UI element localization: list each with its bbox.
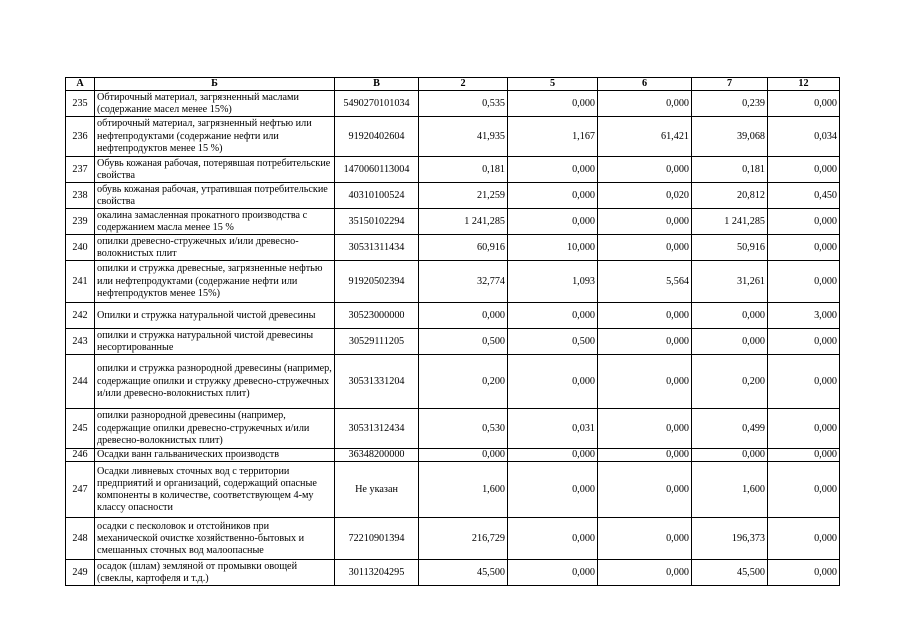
col-header-v: В: [335, 78, 419, 91]
value-col-12: 0,000: [768, 355, 840, 409]
waste-name: осадок (шлам) земляной от промывки овощей (свеклы, картофеля и т.д.): [95, 560, 335, 586]
value-col-2: 0,000: [419, 303, 508, 329]
value-col-6: 0,000: [598, 157, 692, 183]
value-col-12: 3,000: [768, 303, 840, 329]
waste-name: обувь кожаная рабочая, утратившая потребительские свойства: [95, 183, 335, 209]
value-col-6: 0,000: [598, 91, 692, 117]
waste-name: окалина замасленная прокатного производства с содержанием масла менее 15 %: [95, 209, 335, 235]
table-row: [66, 261, 840, 303]
row-number: 247: [66, 462, 95, 518]
waste-code: 5490270101034: [335, 91, 419, 117]
table-row: [66, 209, 840, 235]
row-number: 245: [66, 409, 95, 449]
table-row: [66, 329, 840, 355]
waste-code: 1470060113004: [335, 157, 419, 183]
value-col-12: 0,000: [768, 261, 840, 303]
waste-code: Не указан: [335, 462, 419, 518]
value-col-7: 39,068: [692, 117, 768, 157]
value-col-7: 0,181: [692, 157, 768, 183]
waste-name: Осадки ванн гальванических производств: [95, 449, 335, 462]
value-col-6: 0,000: [598, 209, 692, 235]
table-row: [66, 462, 840, 518]
table-row: [66, 560, 840, 586]
value-col-5: 0,031: [508, 409, 598, 449]
col-header-5: 5: [508, 78, 598, 91]
table-row: [66, 91, 840, 117]
value-col-2: 0,535: [419, 91, 508, 117]
value-col-2: 60,916: [419, 235, 508, 261]
waste-name: опилки и стружка древесные, загрязненные нефтью или нефтепродуктами (содержание нефти или нефтепродуктов менее 15%): [95, 261, 335, 303]
value-col-7: 31,261: [692, 261, 768, 303]
table-row: [66, 449, 840, 462]
value-col-5: 0,000: [508, 183, 598, 209]
value-col-6: 5,564: [598, 261, 692, 303]
waste-code: 91920402604: [335, 117, 419, 157]
table-row: [66, 117, 840, 157]
value-col-6: 0,000: [598, 303, 692, 329]
table-row: [66, 409, 840, 449]
col-header-6: 6: [598, 78, 692, 91]
value-col-6: 0,000: [598, 462, 692, 518]
value-col-5: 10,000: [508, 235, 598, 261]
row-number: 243: [66, 329, 95, 355]
waste-code: 72210901394: [335, 518, 419, 560]
row-number: 239: [66, 209, 95, 235]
waste-name: осадки с песколовок и отстойников при механической очистке хозяйственно-бытовых и смешанных сточных вод малоопасные: [95, 518, 335, 560]
value-col-5: 0,500: [508, 329, 598, 355]
value-col-12: 0,000: [768, 157, 840, 183]
value-col-7: 0,239: [692, 91, 768, 117]
table-row: [66, 235, 840, 261]
row-number: 236: [66, 117, 95, 157]
row-number: 235: [66, 91, 95, 117]
row-number: 242: [66, 303, 95, 329]
value-col-12: 0,000: [768, 449, 840, 462]
waste-code: 30531331204: [335, 355, 419, 409]
value-col-7: 0,200: [692, 355, 768, 409]
value-col-7: 50,916: [692, 235, 768, 261]
waste-table: [65, 77, 840, 586]
table-row: [66, 183, 840, 209]
value-col-2: 32,774: [419, 261, 508, 303]
value-col-5: 0,000: [508, 560, 598, 586]
value-col-12: 0,000: [768, 329, 840, 355]
value-col-2: 21,259: [419, 183, 508, 209]
waste-code: 91920502394: [335, 261, 419, 303]
value-col-12: 0,000: [768, 560, 840, 586]
value-col-2: 0,530: [419, 409, 508, 449]
value-col-5: 0,000: [508, 303, 598, 329]
waste-code: 30529111205: [335, 329, 419, 355]
value-col-12: 0,000: [768, 91, 840, 117]
waste-code: 36348200000: [335, 449, 419, 462]
value-col-6: 0,000: [598, 235, 692, 261]
col-header-7: 7: [692, 78, 768, 91]
waste-name: Обувь кожаная рабочая, потерявшая потребительские свойства: [95, 157, 335, 183]
value-col-5: 0,000: [508, 518, 598, 560]
value-col-5: 0,000: [508, 157, 598, 183]
waste-name: Обтирочный материал, загрязненный маслами (содержание масел менее 15%): [95, 91, 335, 117]
value-col-2: 0,200: [419, 355, 508, 409]
value-col-6: 61,421: [598, 117, 692, 157]
value-col-6: 0,020: [598, 183, 692, 209]
value-col-12: 0,000: [768, 518, 840, 560]
value-col-7: 1,600: [692, 462, 768, 518]
col-header-12: 12: [768, 78, 840, 91]
col-header-b: Б: [95, 78, 335, 91]
value-col-2: 1 241,285: [419, 209, 508, 235]
value-col-5: 0,000: [508, 91, 598, 117]
waste-code: 35150102294: [335, 209, 419, 235]
row-number: 240: [66, 235, 95, 261]
value-col-6: 0,000: [598, 518, 692, 560]
value-col-7: 196,373: [692, 518, 768, 560]
col-header-2: 2: [419, 78, 508, 91]
value-col-2: 45,500: [419, 560, 508, 586]
value-col-2: 0,181: [419, 157, 508, 183]
header-row: [66, 78, 840, 91]
value-col-12: 0,000: [768, 462, 840, 518]
value-col-7: 0,000: [692, 303, 768, 329]
waste-name: Осадки ливневых сточных вод с территории предприятий и организаций, содержащий опасные компоненты в количестве, соответствующем 4-му классу опасности: [95, 462, 335, 518]
waste-name: опилки и стружка разнородной древесины (например, содержащие опилки и стружку древесно-стружечных и/или древесно-волокнистых плит): [95, 355, 335, 409]
waste-name: опилки древесно-стружечных и/или древесно-волокнистых плит: [95, 235, 335, 261]
value-col-12: 0,000: [768, 235, 840, 261]
waste-name: опилки и стружка натуральной чистой древесины несортированные: [95, 329, 335, 355]
waste-name: Опилки и стружка натуральной чистой древесины: [95, 303, 335, 329]
value-col-5: 1,093: [508, 261, 598, 303]
value-col-12: 0,000: [768, 409, 840, 449]
value-col-6: 0,000: [598, 409, 692, 449]
value-col-7: 0,000: [692, 449, 768, 462]
row-number: 241: [66, 261, 95, 303]
value-col-7: 45,500: [692, 560, 768, 586]
value-col-2: 0,500: [419, 329, 508, 355]
waste-code: 30113204295: [335, 560, 419, 586]
waste-code: 40310100524: [335, 183, 419, 209]
value-col-6: 0,000: [598, 355, 692, 409]
value-col-2: 216,729: [419, 518, 508, 560]
value-col-2: 1,600: [419, 462, 508, 518]
value-col-6: 0,000: [598, 329, 692, 355]
value-col-5: 1,167: [508, 117, 598, 157]
row-number: 238: [66, 183, 95, 209]
value-col-5: 0,000: [508, 462, 598, 518]
value-col-5: 0,000: [508, 449, 598, 462]
value-col-12: 0,034: [768, 117, 840, 157]
row-number: 246: [66, 449, 95, 462]
col-header-a: А: [66, 78, 95, 91]
waste-code: 30531312434: [335, 409, 419, 449]
row-number: 237: [66, 157, 95, 183]
value-col-12: 0,000: [768, 209, 840, 235]
waste-code: 30523000000: [335, 303, 419, 329]
table-row: [66, 355, 840, 409]
waste-name: опилки разнородной древесины (например, содержащие опилки древесно-стружечных и/или древесно-волокнистых плит): [95, 409, 335, 449]
value-col-5: 0,000: [508, 355, 598, 409]
value-col-2: 0,000: [419, 449, 508, 462]
waste-code: 30531311434: [335, 235, 419, 261]
value-col-7: 0,499: [692, 409, 768, 449]
row-number: 249: [66, 560, 95, 586]
value-col-7: 20,812: [692, 183, 768, 209]
value-col-5: 0,000: [508, 209, 598, 235]
value-col-6: 0,000: [598, 560, 692, 586]
value-col-6: 0,000: [598, 449, 692, 462]
table-row: [66, 303, 840, 329]
value-col-7: 1 241,285: [692, 209, 768, 235]
waste-name: обтирочный материал, загрязненный нефтью или нефтепродуктами (содержание нефти или нефтепродуктов менее 15 %): [95, 117, 335, 157]
row-number: 244: [66, 355, 95, 409]
table-row: [66, 518, 840, 560]
value-col-12: 0,450: [768, 183, 840, 209]
value-col-7: 0,000: [692, 329, 768, 355]
value-col-2: 41,935: [419, 117, 508, 157]
row-number: 248: [66, 518, 95, 560]
table-row: [66, 157, 840, 183]
